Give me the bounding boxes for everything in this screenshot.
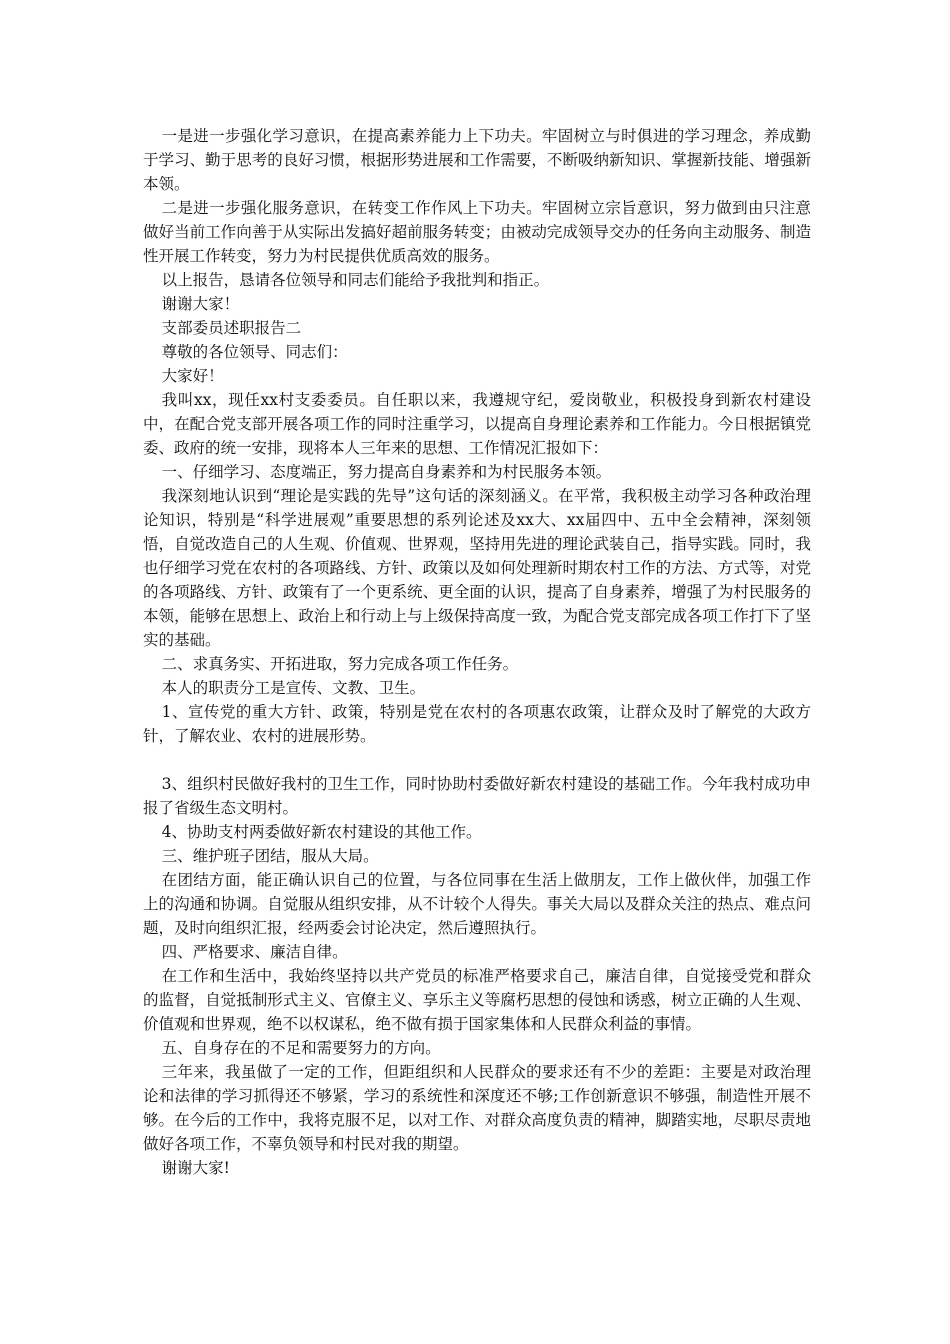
- greeting: 大家好！: [161, 367, 224, 385]
- heading: 四、严格要求、廉洁自律。: [161, 943, 348, 961]
- paragraph: 二是进一步强化服务意识，在转变工作作风上下功夫。牢固树立宗旨意识，努力做到由只注意做好当前工作向善于从实际出发搞好超前服务转变；由被动完成领导交办的任务向主动服务、制造性开展工作转变，努力为村民提供优质高效的服务。: [143, 199, 811, 265]
- heading: 一、仔细学习、态度端正，努力提高自身素养和为村民服务本领。: [161, 463, 612, 481]
- paragraph: 本人的职责分工是宣传、文教、卫生。: [161, 679, 426, 697]
- paragraph: 在团结方面，能正确认识自己的位置，与各位同事在生活上做朋友，工作上做伙伴，加强工作上的沟通和协调。自觉服从组织安排，从不计较个人得失。事关大局以及群众关注的热点、难点问题，及时向组织汇报，经两委会讨论决定，然后遵照执行。: [143, 871, 811, 937]
- document-body: [143, 124, 811, 1180]
- salutation: 尊敬的各位领导、同志们：: [161, 343, 348, 361]
- section-title: 支部委员述职报告二: [161, 319, 302, 337]
- blank-line: [143, 748, 811, 772]
- paragraph: 在工作和生活中，我始终坚持以共产党员的标准严格要求自己，廉洁自律，自觉接受党和群众的监督，自觉抵制形式主义、官僚主义、享乐主义等腐朽思想的侵蚀和诱惑，树立正确的人生观、价值观和世界观，绝不以权谋私，绝不做有损于国家集体和人民群众利益的事情。: [143, 967, 811, 1033]
- heading: 三、维护班子团结，服从大局。: [161, 847, 379, 865]
- paragraph: 以上报告，恳请各位领导和同志们能给予我批判和指正。: [161, 271, 550, 289]
- paragraph: 三年来，我虽做了一定的工作，但距组织和人民群众的要求还有不少的差距：主要是对政治理论和法律的学习抓得还不够紧，学习的系统性和深度还不够;工作创新意识不够强，制造性开展不够。在今后的工作中，我将克服不足，以对工作、对群众高度负责的精神，脚踏实地，尽职尽责地做好各项工作，不辜负领导和村民对我的期望。: [143, 1063, 811, 1153]
- paragraph: 我叫xx，现任xx村支委委员。自任职以来，我遵规守纪，爱岗敬业，积极投身到新农村建设中，在配合党支部开展各项工作的同时注重学习，以提高自身理论素养和工作能力。今日根据镇党委、政府的统一安排，现将本人三年来的思想、工作情况汇报如下：: [143, 391, 811, 457]
- heading: 二、求真务实、开拓进取，努力完成各项工作任务。: [161, 655, 519, 673]
- paragraph: 谢谢大家！: [161, 295, 240, 313]
- paragraph: 1、宣传党的重大方针、政策，特别是党在农村的各项惠农政策，让群众及时了解党的大政方针，了解农业、农村的进展形势。: [143, 703, 811, 745]
- closing: 谢谢大家!: [161, 1159, 230, 1177]
- paragraph: 4、协助支村两委做好新农村建设的其他工作。: [161, 823, 482, 841]
- heading: 五、自身存在的不足和需要努力的方向。: [161, 1039, 441, 1057]
- paragraph: 3、组织村民做好我村的卫生工作，同时协助村委做好新农村建设的基础工作。今年我村成功申报了省级生态文明村。: [143, 775, 811, 817]
- paragraph: 一是进一步强化学习意识，在提高素养能力上下功夫。牢固树立与时俱进的学习理念，养成勤于学习、勤于思考的良好习惯，根据形势进展和工作需要，不断吸纳新知识、掌握新技能、增强新本领。: [143, 127, 811, 193]
- paragraph: 我深刻地认识到“理论是实践的先导”这句话的深刻涵义。在平常，我积极主动学习各种政治理论知识，特别是“科学进展观”重要思想的系列论述及xx大、xx届四中、五中全会精神，深刻领悟，自觉改造自己的人生观、价值观、世界观，坚持用先进的理论武装自己，指导实践。同时，我也仔细学习党在农村的各项路线、方针、政策以及如何处理新时期农村工作的方法、方式等，对党的各项路线、方针、政策有了一个更系统、更全面的认识，提高了自身素养，增强了为村民服务的本领，能够在思想上、政治上和行动上与上级保持高度一致，为配合党支部完成各项工作打下了坚实的基础。: [143, 487, 811, 649]
